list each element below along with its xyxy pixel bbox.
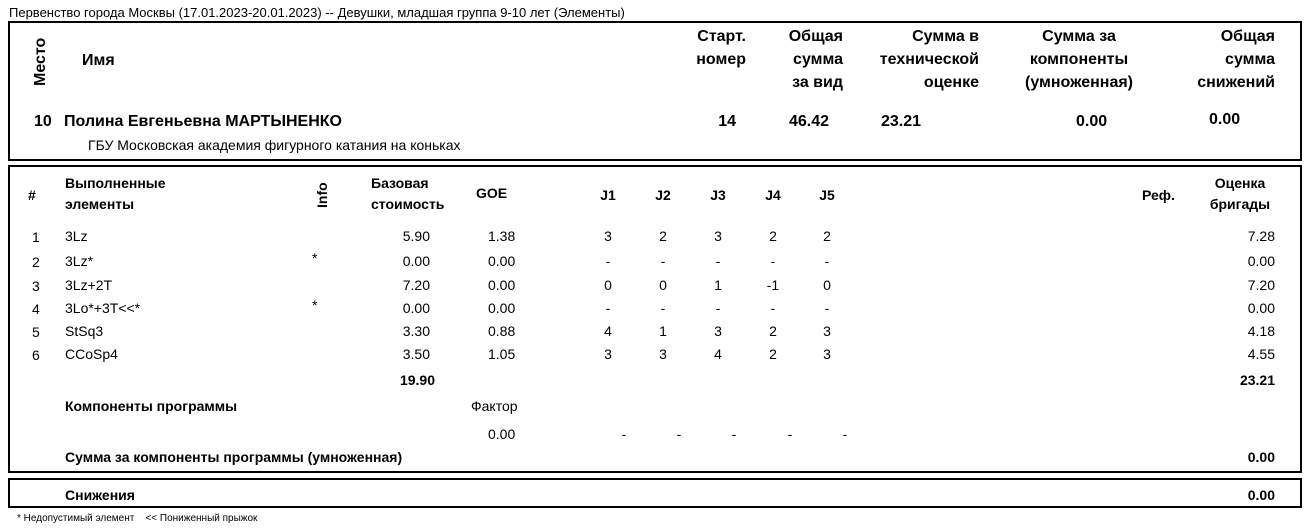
element-name: CCoSp4 xyxy=(65,346,118,362)
page-title: Первенство города Москвы (17.01.2023-20.01.2023) -- Девушки, младшая группа 9-10 лет (Элементы) xyxy=(9,5,625,20)
skater-tes: 23.21 xyxy=(881,113,922,130)
col-goe-header: GOE xyxy=(476,185,508,201)
factor-value: 0.00 xyxy=(488,426,516,442)
element-judge-4: -1 xyxy=(766,277,780,293)
element-judge-3: 3 xyxy=(714,323,722,339)
element-number: 1 xyxy=(32,229,40,245)
judge-header-2: J2 xyxy=(655,187,671,203)
element-goe: 1.05 xyxy=(488,346,516,362)
element-judge-4: 2 xyxy=(769,346,777,362)
element-panel-score: 7.28 xyxy=(1247,228,1275,244)
elements-box xyxy=(8,165,1302,473)
judge-header-1: J1 xyxy=(600,187,616,203)
element-judge-5: 3 xyxy=(823,346,831,362)
element-panel-score: 0.00 xyxy=(1247,300,1275,316)
element-panel-score: 4.55 xyxy=(1247,346,1275,362)
element-name: 3Lz xyxy=(65,228,88,244)
factor-label: Фактор xyxy=(471,398,518,414)
col-ref-header: Реф. xyxy=(1142,187,1175,203)
element-goe: 0.00 xyxy=(488,300,516,316)
element-judge-5: 0 xyxy=(823,277,831,293)
element-base-value: 0.00 xyxy=(402,253,430,269)
skater-start-number: 14 xyxy=(718,113,736,130)
element-judge-2: 3 xyxy=(659,346,667,362)
col-panel-header: Оценка бригады xyxy=(1209,175,1271,212)
element-judge-2: 1 xyxy=(659,323,667,339)
skater-pcs: 0.00 xyxy=(1076,113,1108,130)
element-goe: 0.00 xyxy=(488,277,516,293)
element-judge-3: 3 xyxy=(714,228,722,244)
element-base-value: 3.30 xyxy=(402,323,430,339)
element-judge-3: 1 xyxy=(714,277,722,293)
component-judge-1: - xyxy=(621,426,627,442)
element-judge-2: - xyxy=(660,253,666,269)
element-name: 3Lz+2T xyxy=(65,277,113,293)
name-label: Имя xyxy=(82,52,115,69)
element-base-value: 3.50 xyxy=(402,346,430,362)
element-goe: 0.88 xyxy=(488,323,516,339)
judge-header-4: J4 xyxy=(765,187,781,203)
element-number: 4 xyxy=(32,301,40,317)
col-elements-header: Выполненные элементы xyxy=(65,175,166,212)
skater-total-score: 46.42 xyxy=(788,113,829,130)
col-num-header: # xyxy=(28,187,36,203)
element-judge-1: - xyxy=(605,300,611,316)
element-judge-4: 2 xyxy=(769,228,777,244)
deductions-row-label: Снижения xyxy=(65,487,135,503)
element-name: 3Lz* xyxy=(65,253,94,269)
components-sum-label: Сумма за компоненты программы (умноженная) xyxy=(65,449,403,465)
element-judge-1: 3 xyxy=(604,228,612,244)
program-components-label: Компоненты программы xyxy=(65,398,238,414)
skater-deductions: 0.00 xyxy=(1209,111,1241,128)
skater-club: ГБУ Московская академия фигурного катания на коньках xyxy=(88,137,461,153)
col-info-header: Info xyxy=(314,182,330,208)
element-panel-score: 4.18 xyxy=(1247,323,1275,339)
element-judge-1: - xyxy=(605,253,611,269)
element-judge-5: 2 xyxy=(823,228,831,244)
components-sum-value: 0.00 xyxy=(1247,449,1275,465)
element-judge-3: - xyxy=(715,300,721,316)
element-base-value: 7.20 xyxy=(402,277,430,293)
deductions-label: Общая сумма снижений xyxy=(1197,28,1275,91)
skater-place: 10 xyxy=(34,113,52,130)
component-judge-5: - xyxy=(842,426,848,442)
total-score-label: Общая сумма за вид xyxy=(788,28,843,91)
element-judge-1: 3 xyxy=(604,346,612,362)
footnote: * Недопустимый элемент << Пониженный прыжок xyxy=(17,513,258,524)
element-panel-score: 7.20 xyxy=(1247,277,1275,293)
col-base-header: Базовая стоимость xyxy=(371,175,445,212)
element-info: * xyxy=(312,250,318,266)
element-judge-1: 4 xyxy=(604,323,612,339)
element-number: 3 xyxy=(32,278,40,294)
element-number: 5 xyxy=(32,324,40,340)
tes-label: Сумма в технической оценке xyxy=(879,28,979,91)
element-judge-4: 2 xyxy=(769,323,777,339)
component-judge-3: - xyxy=(731,426,737,442)
place-label: Место xyxy=(32,37,49,86)
judge-header-5: J5 xyxy=(819,187,835,203)
element-base-value: 0.00 xyxy=(402,300,430,316)
panel-score-total: 23.21 xyxy=(1239,372,1275,388)
deductions-row-value: 0.00 xyxy=(1247,487,1275,503)
base-value-total: 19.90 xyxy=(399,372,435,388)
element-goe: 1.38 xyxy=(488,228,516,244)
component-judge-4: - xyxy=(787,426,793,442)
component-judge-2: - xyxy=(676,426,682,442)
element-judge-4: - xyxy=(770,253,776,269)
element-number: 2 xyxy=(32,254,40,270)
element-judge-5: - xyxy=(824,300,830,316)
element-base-value: 5.90 xyxy=(402,228,430,244)
judge-header-3: J3 xyxy=(710,187,726,203)
element-judge-2: - xyxy=(660,300,666,316)
element-judge-3: - xyxy=(715,253,721,269)
element-judge-5: - xyxy=(824,253,830,269)
element-judge-3: 4 xyxy=(714,346,722,362)
element-judge-2: 0 xyxy=(659,277,667,293)
pcs-label: Сумма за компоненты (умноженная) xyxy=(1025,28,1133,91)
element-judge-1: 0 xyxy=(604,277,612,293)
element-number: 6 xyxy=(32,347,40,363)
element-info: * xyxy=(312,297,318,313)
element-judge-2: 2 xyxy=(659,228,667,244)
element-name: 3Lo*+3T<<* xyxy=(65,300,141,316)
element-name: StSq3 xyxy=(65,323,104,339)
element-panel-score: 0.00 xyxy=(1247,253,1275,269)
deductions-box xyxy=(8,478,1302,508)
element-judge-5: 3 xyxy=(823,323,831,339)
start-number-label: Старт. номер xyxy=(696,28,746,68)
skater-name: Полина Евгеньевна МАРТЫНЕНКО xyxy=(64,113,342,130)
element-goe: 0.00 xyxy=(488,253,516,269)
element-judge-4: - xyxy=(770,300,776,316)
